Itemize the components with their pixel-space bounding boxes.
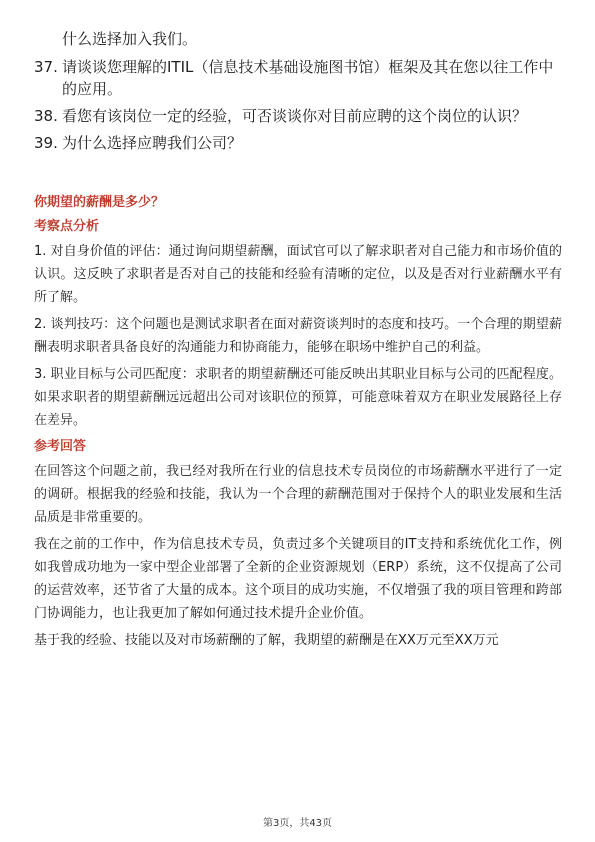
analysis-point: 1. 对自身价值的评估：通过询问期望薪酬，面试官可以了解求职者对自己能力和市场价值的认识。这反映了求职者是否对自己的技能和经验有清晰的定位，以及是否对行业薪酬水平有所了解。	[34, 244, 562, 305]
question-number: 38.	[34, 107, 58, 125]
answer-heading: 参考回答	[34, 439, 87, 454]
question-text: 看您有该岗位一定的经验，可否谈谈你对目前应聘的这个岗位的认识？	[62, 107, 528, 125]
answer-paragraph: 基于我的经验、技能以及对市场薪酬的了解，我期望的薪酬是在XX万元至XX万元	[34, 633, 499, 648]
question-item	[34, 56, 562, 100]
question-title: 你期望的薪酬是多少？	[34, 195, 165, 210]
question-continuation: 什么选择加入我们。	[62, 30, 198, 48]
question-detail-section	[34, 194, 562, 652]
analysis-point: 3. 职业目标与公司匹配度：求职者的期望薪酬还可能反映出其职业目标与公司的匹配程度。如果求职者的期望薪酬远远超出公司对该职位的预算，可能意味着双方在职业发展路径上存在差异。	[34, 367, 562, 428]
question-text: 请谈谈您理解的ITIL（信息技术基础设施图书馆）框架及其在您以往工作中的应用。	[62, 58, 554, 98]
question-list	[34, 56, 562, 159]
question-item	[34, 105, 562, 127]
analysis-heading: 考察点分析	[34, 219, 100, 234]
question-item	[34, 132, 562, 154]
answer-paragraph: 在回答这个问题之前，我已经对我所在行业的信息技术专员岗位的市场薪酬水平进行了一定的调研。根据我的经验和技能，我认为一个合理的薪酬范围对于保持个人的职业发展和生活品质是非常重要的。	[34, 464, 562, 525]
question-number: 37.	[34, 58, 58, 76]
answer-paragraph: 我在之前的工作中，作为信息技术专员，负责过多个关键项目的IT支持和系统优化工作，例如我曾成功地为一家中型企业部署了全新的企业资源规划（ERP）系统，这不仅提高了公司的运营效率，还节省了大量的成本。这个项目的成功实施，不仅增强了我的项目管理和跨部门协调能力，也让我更加了解如何通过技术提升企业价值。	[34, 537, 562, 621]
page-indicator: 第3页，共43页	[262, 818, 333, 829]
question-text: 为什么选择应聘我们公司？	[62, 134, 243, 152]
question-number: 39.	[34, 134, 58, 152]
analysis-point: 2. 谈判技巧：这个问题也是测试求职者在面对薪资谈判时的态度和技巧。一个合理的期望薪酬表明求职者具备良好的沟通能力和协商能力，能够在职场中维护自己的利益。	[34, 317, 562, 355]
